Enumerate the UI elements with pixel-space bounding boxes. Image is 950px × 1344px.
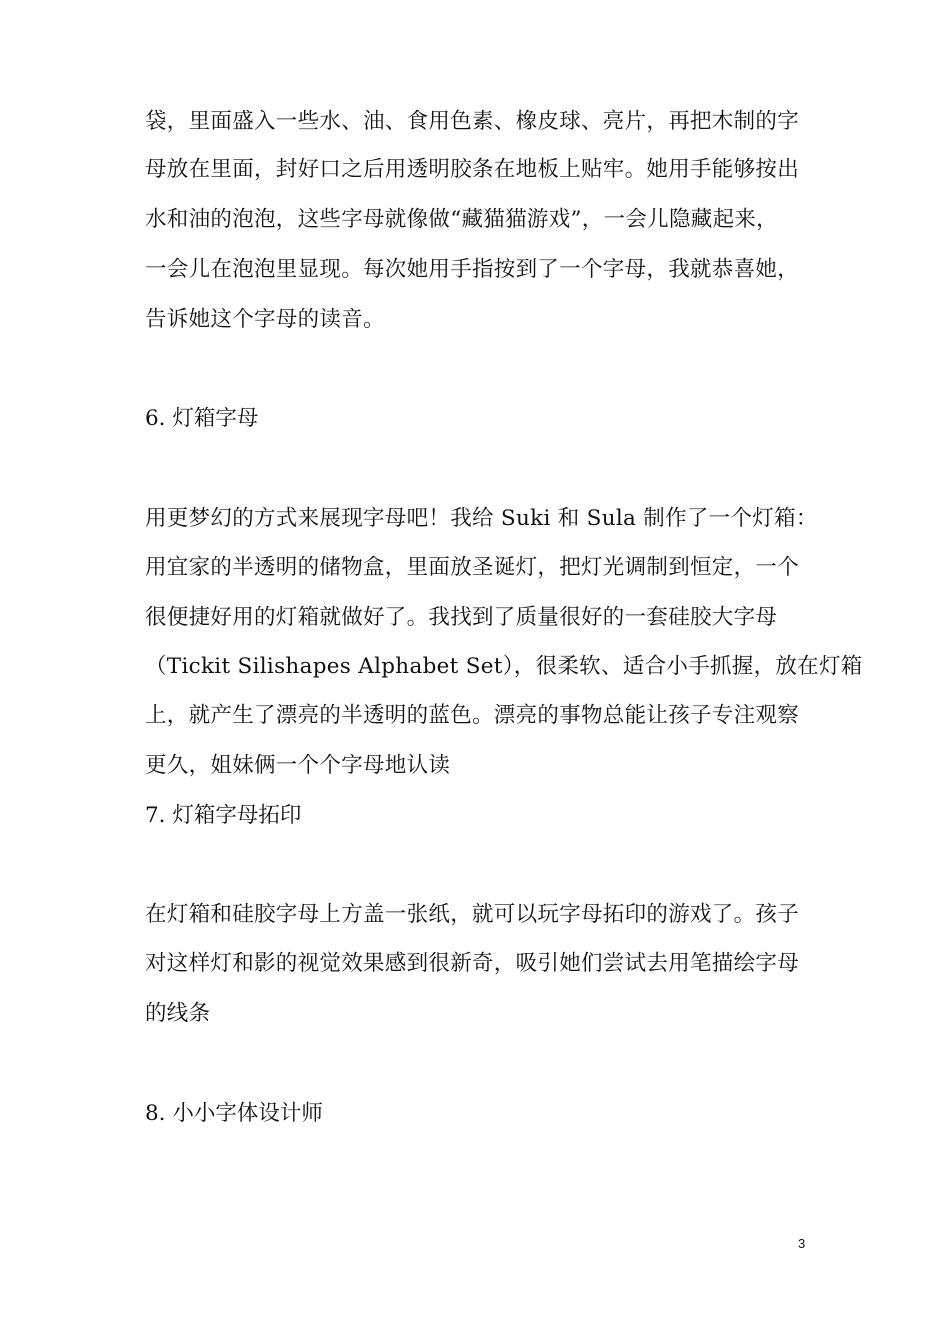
- section-heading-6: 6. 灯箱字母: [145, 406, 259, 431]
- page-number: 3: [798, 1236, 806, 1251]
- paragraph-3-line-1: 在灯箱和硅胶字母上方盖一张纸，就可以玩字母拓印的游戏了。孩子: [145, 902, 800, 927]
- section-heading-7: 7. 灯箱字母拓印: [145, 803, 302, 828]
- paragraph-1-line-5: 告诉她这个字母的读音。: [145, 307, 385, 332]
- paragraph-2-line-5: 上，就产生了漂亮的半透明的蓝色。漂亮的事物总能让孩子专注观察: [145, 703, 800, 728]
- paragraph-2-line-2: 用宜家的半透明的储物盒，里面放圣诞灯，把灯光调制到恒定，一个: [145, 555, 800, 580]
- paragraph-1-line-4: 一会儿在泡泡里显现。每次她用手指按到了一个字母，我就恭喜她，: [145, 257, 800, 282]
- paragraph-2-line-1: 用更梦幻的方式来展现字母吧！我给 Suki 和 Sula 制作了一个灯箱：: [145, 506, 818, 531]
- paragraph-1-line-1: 袋，里面盛入一些水、油、食用色素、橡皮球、亮片，再把木制的字: [145, 109, 800, 134]
- paragraph-3-line-2: 对这样灯和影的视觉效果感到很新奇，吸引她们尝试去用笔描绘字母: [145, 951, 800, 976]
- paragraph-1-line-2: 母放在里面，封好口之后用透明胶条在地板上贴牢。她用手能够按出: [145, 157, 800, 182]
- paragraph-2-line-4: （Tickit Silishapes Alphabet Set），很柔软、适合小手抓握，放在灯箱: [145, 654, 863, 679]
- paragraph-3-line-3: 的线条: [145, 1001, 211, 1026]
- paragraph-2-line-3: 很便捷好用的灯箱就做好了。我找到了质量很好的一套硅胶大字母: [145, 605, 778, 630]
- paragraph-1-line-3: 水和油的泡泡，这些字母就像做“藏猫猫游戏”，一会儿隐藏起来，: [145, 207, 778, 232]
- section-heading-8: 8. 小小字体设计师: [145, 1101, 323, 1126]
- paragraph-2-line-6: 更久，姐妹俩一个个字母地认读: [145, 753, 451, 778]
